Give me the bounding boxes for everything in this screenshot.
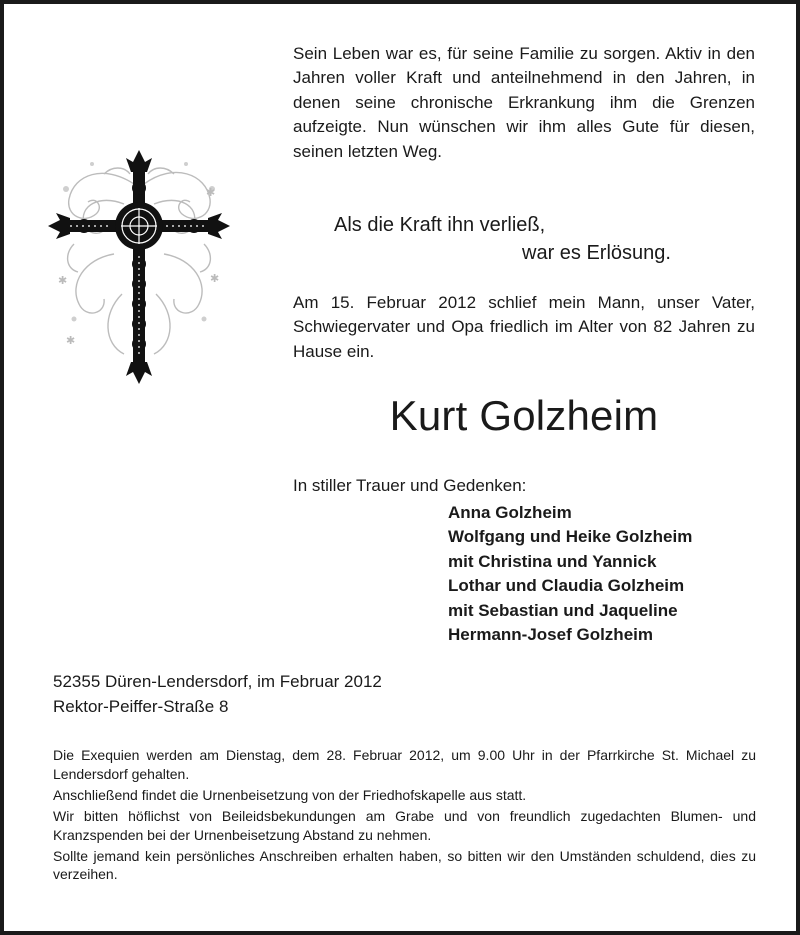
svg-text:✱: ✱ <box>66 334 76 347</box>
note-apology: Sollte jemand kein persönliches Anschreiben erhalten haben, so bitten wir den Umständen schuldend, dies zu verzeihen. <box>53 847 756 883</box>
mourning-line: In stiller Trauer und Gedenken: <box>293 476 527 495</box>
note-condolences: Wir bitten höflichst von Beileidsbekundungen am Grabe und von freundlich zugedachten Blumen- und Kranzspenden bei der Urnenbeisetzung Abstand zu nehmen. <box>53 807 756 843</box>
verse <box>334 211 734 267</box>
svg-text:✱: ✱ <box>58 274 68 287</box>
place-date: 52355 Düren-Lendersdorf, im Februar 2012 <box>53 672 382 691</box>
svg-text:✱: ✱ <box>210 272 220 285</box>
svg-text:✱: ✱ <box>206 186 216 199</box>
street-address: Rektor-Peiffer-Straße 8 <box>53 697 229 716</box>
note-urnenbeisetzung: Anschließend findet die Urnenbeisetzung von der Friedhofskapelle aus statt. <box>53 786 527 803</box>
mourner: Lothar und Claudia Golzheim <box>448 576 685 596</box>
mourner: mit Christina und Yannick <box>448 551 657 571</box>
note-exequien: Die Exequien werden am Dienstag, dem 28. Februar 2012, um 9.00 Uhr in der Pfarrkirche St. Michael zu Lendersdorf gehalten. <box>53 747 756 782</box>
address-block <box>53 669 382 719</box>
mourner: Anna Golzheim <box>448 503 572 522</box>
mourner: mit Sebastian und Jaqueline <box>448 600 678 620</box>
verse-line-1: Als die Kraft ihn verließ, <box>334 214 546 236</box>
mourner: Hermann-Josef Golzheim <box>448 625 653 645</box>
ornate-cross-icon <box>44 144 234 389</box>
verse-line-2: war es Erlösung. <box>522 242 671 264</box>
intro-paragraph: Sein Leben war es, für seine Familie zu sorgen. Aktiv in den Jahren voller Kraft und anteilnehmend in den Jahren, in denen seine chronische Erkrankung ihm die Grenzen aufzeigte. Nun wünschen wir ihm alles Gute für diesen, seinen letzten Weg. <box>293 44 755 161</box>
mourners-list <box>448 501 692 647</box>
death-notice-paragraph: Am 15. Februar 2012 schlief mein Mann, unser Vater, Schwiegervater und Opa friedlich im Alter von 82 Jahren zu Hause ein. <box>293 293 755 361</box>
mourner: Wolfgang und Heike Golzheim <box>448 527 693 547</box>
deceased-name: Kurt Golzheim <box>389 392 659 439</box>
funeral-notes <box>53 746 756 887</box>
